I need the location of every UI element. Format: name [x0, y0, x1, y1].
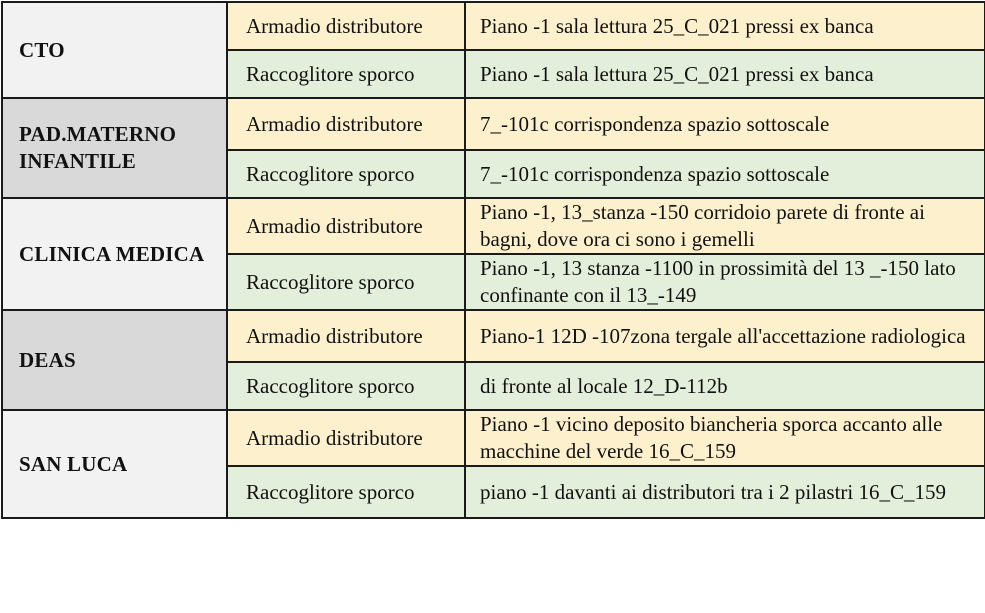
item-type-cell: Armadio distributore — [227, 98, 465, 150]
location-cell: Piano -1, 13 stanza -1100 in prossimità del 13 _-150 lato confinante con il 13_-149 — [465, 254, 985, 310]
location-cell: 7_-101c corrispondenza spazio sottoscale — [465, 98, 985, 150]
location-cell: Piano -1 sala lettura 25_C_021 pressi ex banca — [465, 50, 985, 98]
item-type-cell: Raccoglitore sporco — [227, 254, 465, 310]
location-cell: Piano -1 vicino deposito biancheria sporca accanto alle macchine del verde 16_C_159 — [465, 410, 985, 466]
item-type-cell: Armadio distributore — [227, 410, 465, 466]
building-cell: DEAS — [2, 310, 227, 410]
building-cell: PAD.MATERNO INFANTILE — [2, 98, 227, 198]
item-type-cell: Raccoglitore sporco — [227, 466, 465, 518]
building-cell: SAN LUCA — [2, 410, 227, 518]
location-cell: Piano-1 12D -107zona tergale all'accettazione radiologica — [465, 310, 985, 362]
building-cell: CLINICA MEDICA — [2, 198, 227, 310]
location-cell: di fronte al locale 12_D-112b — [465, 362, 985, 410]
table-row — [2, 2, 985, 50]
item-type-cell: Armadio distributore — [227, 310, 465, 362]
item-type-cell: Raccoglitore sporco — [227, 50, 465, 98]
building-cell: CTO — [2, 2, 227, 98]
table-row — [2, 198, 985, 254]
location-cell: Piano -1 sala lettura 25_C_021 pressi ex banca — [465, 2, 985, 50]
locations-table — [1, 1, 985, 519]
item-type-cell: Raccoglitore sporco — [227, 362, 465, 410]
table-row — [2, 310, 985, 362]
location-cell: Piano -1, 13_stanza -150 corridoio parete di fronte ai bagni, dove ora ci sono i gemelli — [465, 198, 985, 254]
location-cell: piano -1 davanti ai distributori tra i 2 pilastri 16_C_159 — [465, 466, 985, 518]
item-type-cell: Armadio distributore — [227, 2, 465, 50]
item-type-cell: Armadio distributore — [227, 198, 465, 254]
table-row — [2, 410, 985, 466]
bottom-margin — [0, 566, 985, 613]
table-row — [2, 98, 985, 150]
location-cell: 7_-101c corrispondenza spazio sottoscale — [465, 150, 985, 198]
item-type-cell: Raccoglitore sporco — [227, 150, 465, 198]
